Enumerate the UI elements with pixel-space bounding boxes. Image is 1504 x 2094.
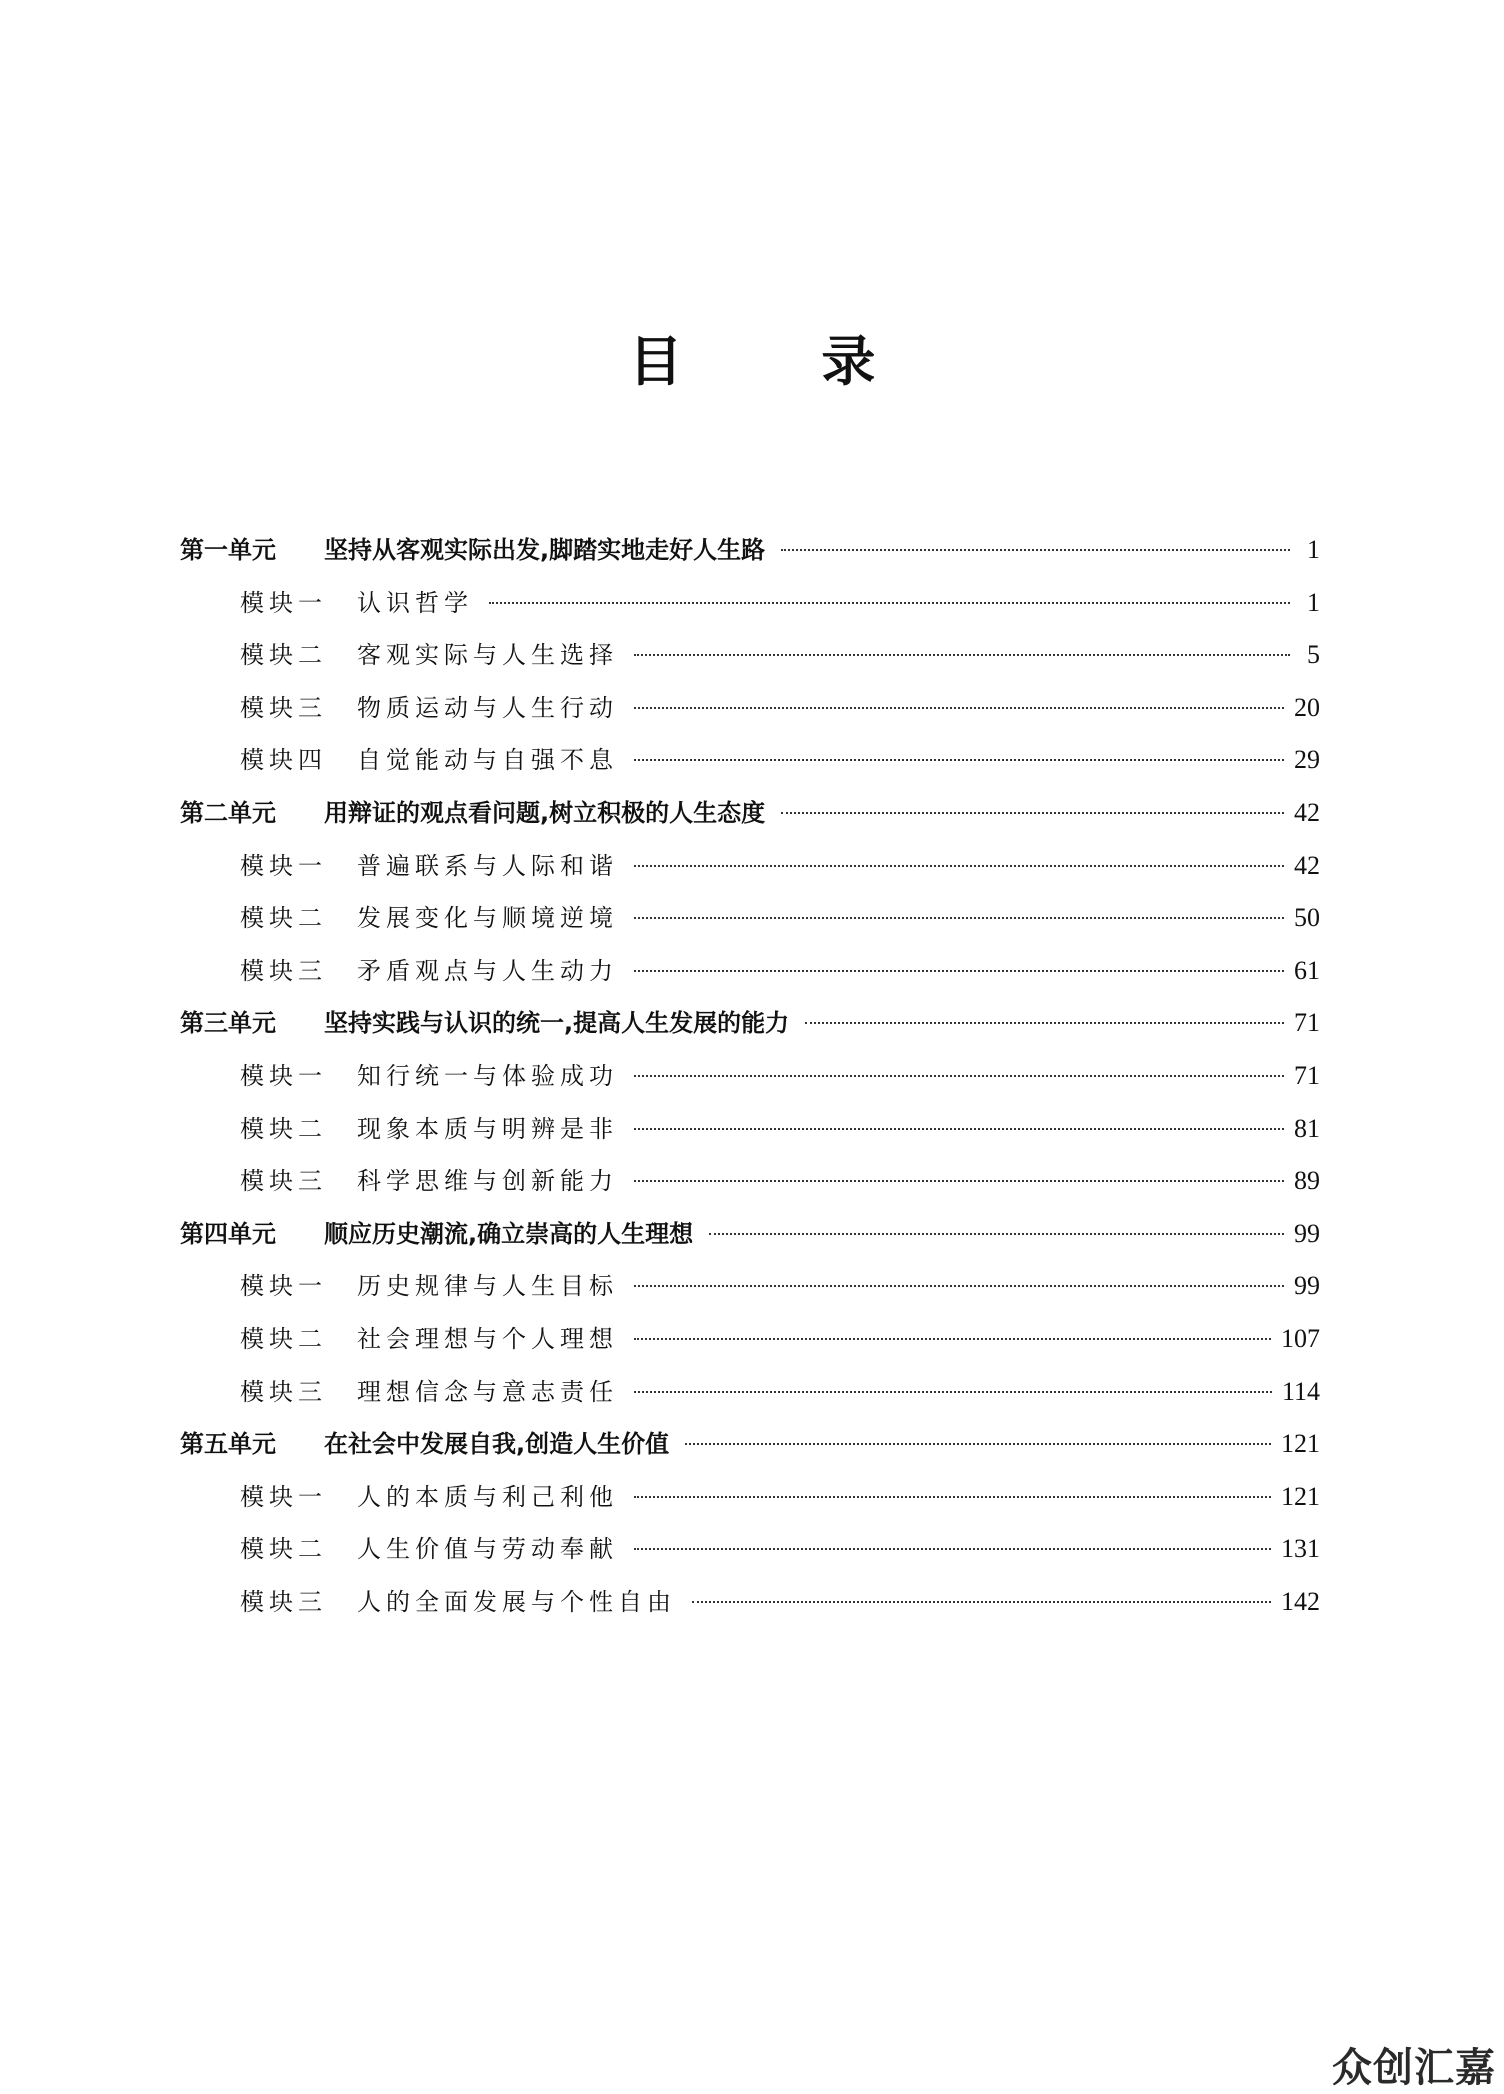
module-label: 模块一 [240,851,327,880]
module-title: 人生价值与劳动奉献 [357,1535,618,1564]
toc-module-row[interactable] [180,1155,1320,1208]
page-number: 29 [1294,745,1320,775]
unit-title: 顺应历史潮流,确立崇高的人生理想 [324,1219,694,1248]
module-title: 发展变化与顺境逆境 [357,904,618,933]
module-title: 人的本质与利己利他 [357,1482,618,1511]
toc-module-row[interactable] [180,892,1320,945]
page-number: 1 [1307,587,1320,617]
dot-leader [781,812,1284,814]
module-label: 模块二 [240,641,327,670]
page-number: 114 [1281,1376,1320,1406]
toc-module-row[interactable] [180,1471,1320,1524]
module-label: 模块三 [240,1587,327,1616]
module-label: 模块二 [240,1114,327,1143]
page-number: 89 [1294,1166,1320,1196]
module-label: 模块三 [240,1377,327,1406]
page-number: 42 [1294,850,1320,880]
dot-leader [634,1391,1272,1393]
page-number: 42 [1294,797,1320,827]
toc-unit-row[interactable] [180,524,1320,577]
module-title: 历史规律与人生目标 [357,1272,618,1301]
page-number: 71 [1294,1008,1320,1038]
toc-unit-row[interactable] [180,1418,1320,1471]
module-label: 模块一 [240,1061,327,1090]
dot-leader [634,917,1284,919]
dot-leader [634,1285,1284,1287]
toc-module-row[interactable] [180,577,1320,630]
unit-label: 第五单元 [180,1430,276,1459]
toc-module-row[interactable] [180,1050,1320,1103]
module-label: 模块二 [240,1535,327,1564]
table-of-contents [180,524,1320,1628]
module-label: 模块二 [240,1324,327,1353]
dot-leader [634,1128,1284,1130]
module-label: 模块三 [240,1167,327,1196]
page-number: 5 [1307,640,1320,670]
unit-title: 坚持从客观实际出发,脚踏实地走好人生路 [324,536,766,564]
dot-leader [805,1022,1284,1024]
module-title: 现象本质与明辨是非 [357,1114,618,1143]
toc-module-row[interactable] [180,1366,1320,1419]
page-number: 99 [1294,1218,1320,1248]
page-title: 目 录 [628,330,936,393]
module-title: 社会理想与个人理想 [357,1324,618,1353]
dot-leader [634,970,1284,972]
page-number: 131 [1281,1534,1320,1564]
watermark-logo: 众创汇嘉 [1332,2045,1496,2091]
unit-title: 用辩证的观点看问题,树立积极的人生态度 [324,798,766,827]
module-label: 模块二 [240,904,327,933]
dot-leader [781,549,1290,551]
module-title: 普遍联系与人际和谐 [357,851,618,880]
dot-leader [634,865,1284,867]
dot-leader [634,1548,1271,1550]
toc-module-row[interactable] [180,1523,1320,1576]
module-title: 科学思维与创新能力 [357,1167,618,1196]
module-title: 认识哲学 [357,588,473,617]
module-label: 模块一 [240,588,327,617]
dot-leader [634,1180,1284,1182]
dot-leader [709,1233,1284,1235]
toc-module-row[interactable] [180,629,1320,682]
page-number: 121 [1281,1481,1320,1511]
unit-label: 第三单元 [180,1009,276,1038]
toc-unit-row[interactable] [180,997,1320,1050]
dot-leader [634,759,1284,761]
toc-unit-row[interactable] [180,787,1320,840]
module-title: 人的全面发展与个性自由 [357,1587,676,1616]
page-number: 61 [1294,955,1320,985]
module-label: 模块四 [240,746,327,775]
page-number: 1 [1307,535,1320,564]
dot-leader [634,707,1284,709]
toc-module-row[interactable] [180,1313,1320,1366]
toc-module-row[interactable] [180,734,1320,787]
page-number: 20 [1294,692,1320,722]
dot-leader [634,1075,1284,1077]
dot-leader [685,1443,1271,1445]
module-title: 物质运动与人生行动 [357,693,618,722]
page-number: 99 [1294,1271,1320,1301]
toc-module-row[interactable] [180,1260,1320,1313]
page-number: 142 [1281,1586,1320,1616]
module-label: 模块三 [240,956,327,985]
module-title: 知行统一与体验成功 [357,1061,618,1090]
toc-module-row[interactable] [180,840,1320,893]
unit-label: 第一单元 [180,536,276,564]
unit-label: 第二单元 [180,798,276,827]
module-title: 自觉能动与自强不息 [357,746,618,775]
dot-leader [489,602,1290,604]
module-title: 矛盾观点与人生动力 [357,956,618,985]
toc-module-row[interactable] [180,1103,1320,1156]
dot-leader [634,1338,1271,1340]
dot-leader [634,1496,1271,1498]
page-number: 107 [1281,1323,1320,1353]
module-label: 模块三 [240,693,327,722]
module-title: 理想信念与意志责任 [357,1377,618,1406]
toc-module-row[interactable] [180,945,1320,998]
unit-label: 第四单元 [180,1219,276,1248]
toc-module-row[interactable] [180,1576,1320,1629]
page-number: 50 [1294,903,1320,933]
unit-title: 在社会中发展自我,创造人生价值 [324,1430,670,1459]
module-title: 客观实际与人生选择 [357,641,618,670]
page-number: 81 [1294,1113,1320,1143]
module-label: 模块一 [240,1272,327,1301]
page-number: 121 [1281,1429,1320,1459]
dot-leader [692,1601,1271,1603]
dot-leader [634,654,1290,656]
page-number: 71 [1294,1060,1320,1090]
module-label: 模块一 [240,1482,327,1511]
toc-unit-row[interactable] [180,1208,1320,1261]
unit-title: 坚持实践与认识的统一,提高人生发展的能力 [324,1009,790,1038]
toc-module-row[interactable] [180,682,1320,735]
